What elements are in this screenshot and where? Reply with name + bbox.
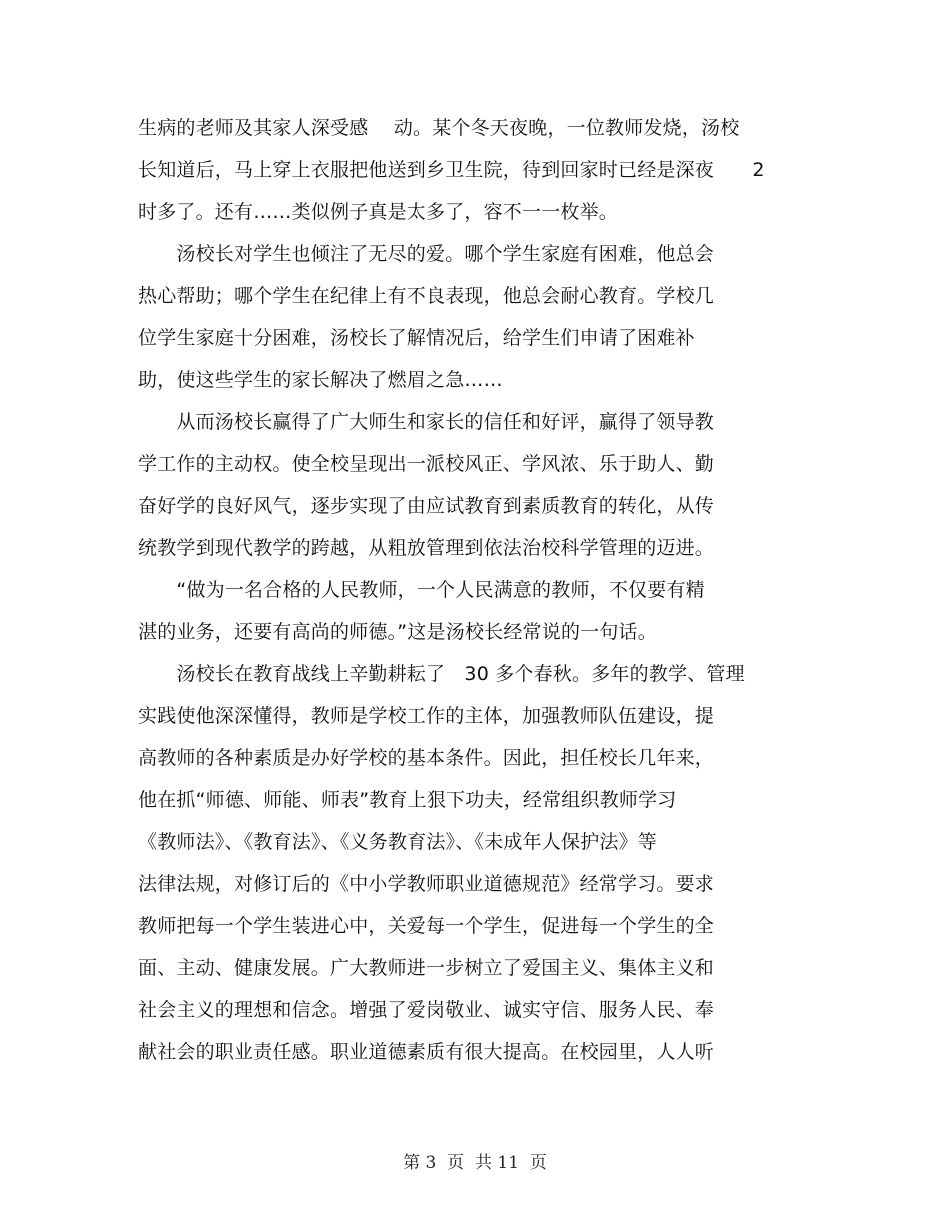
- text-line: 高教师的各种素质是办好学校的基本条件。因此，担任校长几年来，: [138, 747, 715, 769]
- text-line: 助，使这些学生的家长解决了燃眉之急……: [138, 369, 503, 391]
- text-line: 位学生家庭十分困难，汤校长了解情况后，给学生们申请了困难补: [138, 327, 695, 349]
- text-line: 时多了。还有……类似例子真是太多了，容不一一枚举。: [138, 201, 619, 223]
- page-number-footer: 第 3 页 共 11 页: [403, 1153, 547, 1173]
- text-line: 生病的老师及其家人深受感 动。某个冬天夜晚，一位教师发烧，汤校: [138, 117, 740, 139]
- text-line: 热心帮助；哪个学生在纪律上有不良表现，他总会耐心教育。学校几: [138, 285, 715, 307]
- text-line: 法律法规，对修订后的《中小学教师职业道德规范》经常学习。要求: [138, 873, 715, 895]
- text-line: 《教师法》、《教育法》、《义务教育法》、《未成年人保护法》等: [138, 831, 658, 853]
- text-line: 汤校长在教育战线上辛勤耕耘了 30 多个春秋。多年的教学、管理: [138, 663, 745, 685]
- text-line: 他在抓“师德、师能、师表”教育上狠下功夫，经常组织教师学习: [138, 789, 677, 811]
- text-line: 实践使他深深懂得，教师是学校工作的主体，加强教师队伍建设，提: [138, 705, 715, 727]
- text-line: “做为一名合格的人民教师，一个人民满意的教师，不仅要有精: [138, 579, 705, 601]
- text-line: 献社会的职业责任感。职业道德素质有很大提高。在校园里，人人听: [138, 1041, 715, 1063]
- text-line: 统教学到现代教学的跨越，从粗放管理到依法治校科学管理的迈进。: [138, 537, 715, 559]
- text-line: 社会主义的理想和信念。增强了爱岗敬业、诚实守信、服务人民、奉: [138, 999, 715, 1021]
- text-line: 汤校长对学生也倾注了无尽的爱。哪个学生家庭有困难，他总会: [138, 243, 715, 265]
- text-line: 教师把每一个学生装进心中，关爱每一个学生，促进每一个学生的全: [138, 915, 715, 937]
- text-line: 从而汤校长赢得了广大师生和家长的信任和好评，赢得了领导教: [138, 411, 715, 433]
- text-line: 学工作的主动权。使全校呈现出一派校风正、学风浓、乐于助人、勤: [138, 453, 715, 475]
- text-line: 面、主动、健康发展。广大教师进一步树立了爱国主义、集体主义和: [138, 957, 715, 979]
- text-line: 奋好学的良好风气，逐步实现了由应试教育到素质教育的转化，从传: [138, 495, 715, 517]
- text-line: 长知道后，马上穿上衣服把他送到乡卫生院，待到回家时已经是深夜 2: [138, 159, 765, 181]
- text-line: 湛的业务，还要有高尚的师德。”这是汤校长经常说的一句话。: [138, 621, 657, 643]
